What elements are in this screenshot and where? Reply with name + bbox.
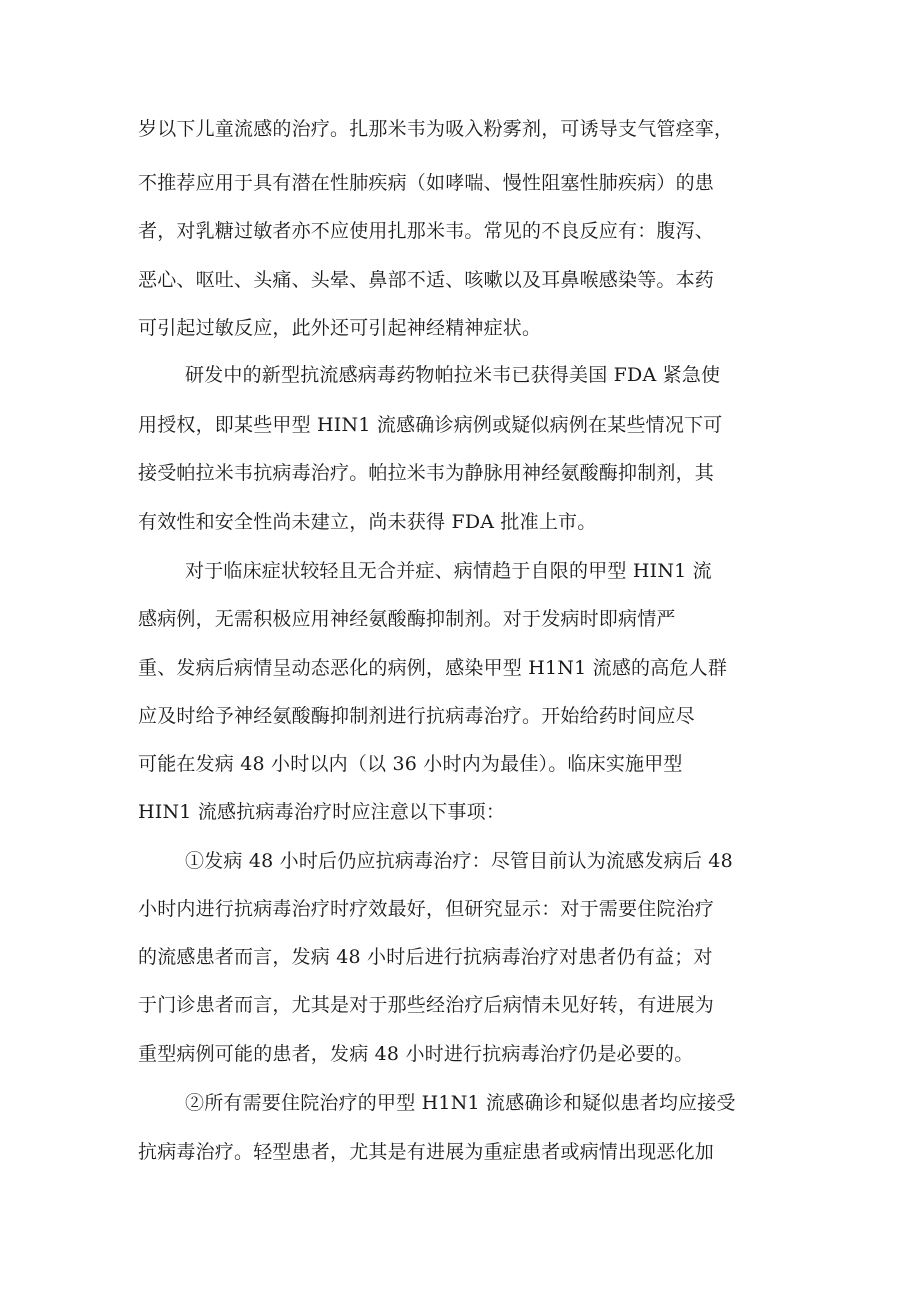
text-line: HIN1 流感抗病毒治疗时应注意以下事项：	[138, 801, 506, 823]
text-line: 有效性和安全性尚未建立，尚未获得 FDA 批准上市。	[138, 511, 597, 533]
text-line: 抗病毒治疗。轻型患者，尤其是有进展为重症患者或病情出现恶化加	[138, 1141, 715, 1163]
paragraph-start-line: 对于临床症状较轻且无合并症、病情趋于自限的甲型 HIN1 流	[185, 560, 712, 582]
text-line: 于门诊患者而言，尤其是对于那些经治疗后病情未见好转，有进展为	[138, 994, 715, 1016]
text-line: 可能在发病 48 小时以内（以 36 小时内为最佳）。临床实施甲型	[138, 753, 683, 775]
text-line: 用授权，即某些甲型 HIN1 流感确诊病例或疑似病例在某些情况下可	[138, 414, 723, 436]
text-line: 接受帕拉米韦抗病毒治疗。帕拉米韦为静脉用神经氨酸酶抑制剂，其	[138, 462, 715, 484]
text-line: 应及时给予神经氨酸酶抑制剂进行抗病毒治疗。开始给药时间应尽	[138, 705, 695, 727]
paragraph-start-line: 研发中的新型抗流感病毒药物帕拉米韦已获得美国 FDA 紧急使	[185, 364, 721, 386]
text-line: 重、发病后病情呈动态恶化的病例，感染甲型 H1N1 流感的高危人群	[138, 657, 728, 679]
text-line: 岁以下儿童流感的治疗。扎那米韦为吸入粉雾剂，可诱导支气管痉挛，	[138, 118, 734, 140]
text-line: 恶心、呕吐、头痛、头晕、鼻部不适、咳嗽以及耳鼻喉感染等。本药	[138, 269, 715, 291]
text-line: 可引起过敏反应，此外还可引起神经精神症状。	[138, 317, 542, 339]
paragraph-start-line: ①发病 48 小时后仍应抗病毒治疗：尽管目前认为流感发病后 48	[185, 850, 733, 872]
text-line: 者，对乳糖过敏者亦不应使用扎那米韦。常见的不良反应有：腹泻、	[138, 220, 715, 242]
text-line: 小时内进行抗病毒治疗时疗效最好，但研究显示：对于需要住院治疗	[138, 898, 715, 920]
text-line: 的流感患者而言，发病 48 小时后进行抗病毒治疗对患者仍有益；对	[138, 946, 713, 968]
paragraph-start-line: ②所有需要住院治疗的甲型 H1N1 流感确诊和疑似患者均应接受	[185, 1092, 736, 1114]
text-line: 感病例，无需积极应用神经氨酸酶抑制剂。对于发病时即病情严	[138, 608, 676, 630]
text-line: 不推荐应用于具有潜在性肺疾病（如哮喘、慢性阻塞性肺疾病）的患	[138, 172, 715, 194]
text-line: 重型病例可能的患者，发病 48 小时进行抗病毒治疗仍是必要的。	[138, 1043, 694, 1065]
